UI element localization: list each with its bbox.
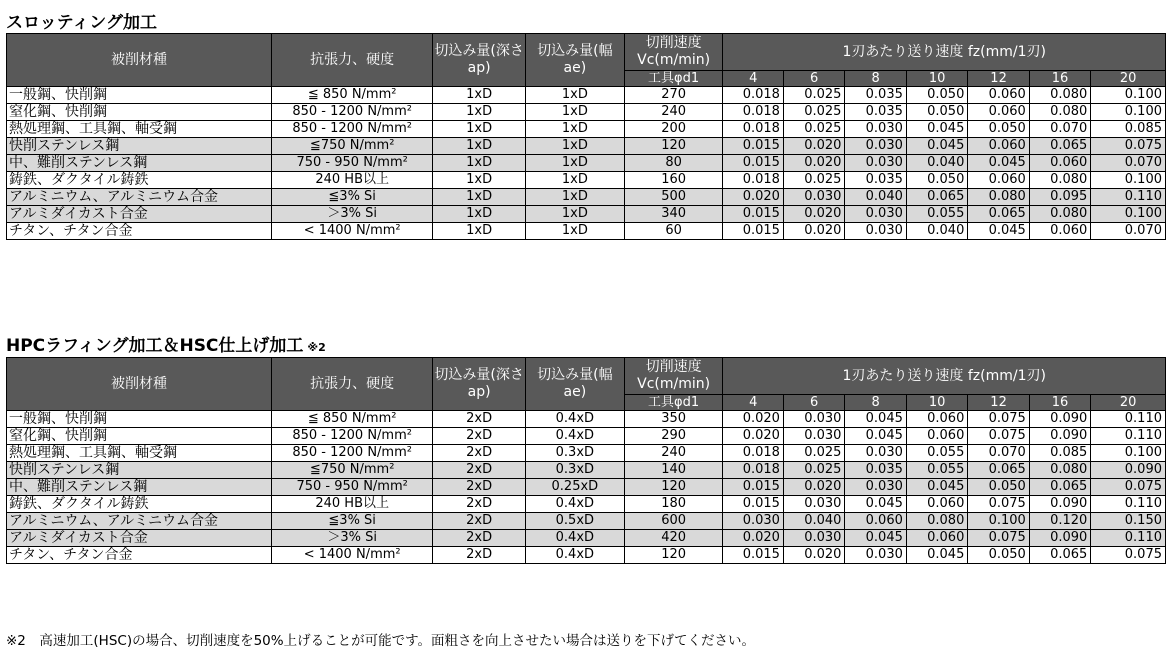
depth-cell: 1xD (433, 189, 526, 206)
feed-cell: 0.070 (968, 445, 1029, 462)
feed-cell: 0.090 (1029, 496, 1090, 513)
width-cell: 0.4xD (525, 411, 624, 428)
material-cell: 一般鋼、快削鋼 (7, 87, 272, 104)
speed-cell: 80 (624, 155, 723, 172)
width-cell: 1xD (525, 87, 624, 104)
feed-cell: 0.015 (723, 496, 783, 513)
feed-cell: 0.075 (968, 496, 1029, 513)
tensile-cell: ≦3% Si (272, 513, 433, 530)
feed-cell: 0.075 (968, 530, 1029, 547)
tensile-cell: ≦ 850 N/mm² (272, 411, 433, 428)
header-diameter-6: 6 (783, 71, 844, 87)
feed-cell: 0.040 (783, 513, 844, 530)
depth-cell: 1xD (433, 172, 526, 189)
tensile-cell: ＞3% Si (272, 206, 433, 223)
feed-cell: 0.045 (906, 547, 967, 564)
table-row (7, 445, 1166, 462)
feed-cell: 0.030 (845, 121, 906, 138)
feed-cell: 0.015 (723, 138, 783, 155)
feed-cell: 0.065 (1029, 138, 1090, 155)
feed-cell: 0.060 (906, 411, 967, 428)
feed-cell: 0.050 (906, 172, 967, 189)
width-cell: 0.3xD (525, 462, 624, 479)
tensile-cell: < 1400 N/mm² (272, 223, 433, 240)
depth-cell: 1xD (433, 87, 526, 104)
feed-cell: 0.095 (1029, 189, 1090, 206)
material-cell: チタン、チタン合金 (7, 223, 272, 240)
feed-cell: 0.075 (1091, 479, 1166, 496)
material-cell: 鋳鉄、ダクタイル鋳鉄 (7, 496, 272, 513)
feed-cell: 0.018 (723, 172, 783, 189)
feed-cell: 0.045 (845, 496, 906, 513)
header-material: 被削材種 (7, 358, 272, 411)
feed-cell: 0.045 (845, 428, 906, 445)
feed-cell: 0.075 (968, 428, 1029, 445)
speed-cell: 140 (624, 462, 723, 479)
feed-cell: 0.030 (783, 411, 844, 428)
table-row (7, 428, 1166, 445)
feed-cell: 0.018 (723, 104, 783, 121)
table-row (7, 513, 1166, 530)
feed-cell: 0.065 (968, 462, 1029, 479)
feed-cell: 0.025 (783, 87, 844, 104)
depth-cell: 1xD (433, 138, 526, 155)
material-cell: アルミニウム、アルミニウム合金 (7, 189, 272, 206)
feed-cell: 0.025 (783, 172, 844, 189)
feed-cell: 0.085 (1029, 445, 1090, 462)
depth-cell: 1xD (433, 155, 526, 172)
feed-cell: 0.020 (783, 223, 844, 240)
table-row (7, 155, 1166, 172)
speed-cell: 120 (624, 479, 723, 496)
material-cell: チタン、チタン合金 (7, 547, 272, 564)
feed-cell: 0.055 (906, 462, 967, 479)
feed-cell: 0.080 (968, 189, 1029, 206)
feed-cell: 0.030 (783, 530, 844, 547)
header-diameter-20: 20 (1091, 71, 1166, 87)
feed-cell: 0.045 (845, 411, 906, 428)
header-diameter-8: 8 (845, 71, 906, 87)
material-cell: 窒化鋼、快削鋼 (7, 104, 272, 121)
cutting-conditions-table (6, 357, 1166, 564)
tensile-cell: 850 - 1200 N/mm² (272, 445, 433, 462)
feed-cell: 0.090 (1029, 428, 1090, 445)
depth-cell: 2xD (433, 530, 526, 547)
feed-cell: 0.065 (968, 206, 1029, 223)
table-row (7, 547, 1166, 564)
width-cell: 0.4xD (525, 428, 624, 445)
feed-cell: 0.035 (845, 462, 906, 479)
table-row (7, 206, 1166, 223)
depth-cell: 2xD (433, 462, 526, 479)
feed-cell: 0.050 (968, 547, 1029, 564)
feed-cell: 0.060 (968, 172, 1029, 189)
feed-cell: 0.040 (906, 155, 967, 172)
feed-cell: 0.030 (723, 513, 783, 530)
depth-cell: 1xD (433, 223, 526, 240)
speed-cell: 600 (624, 513, 723, 530)
speed-cell: 120 (624, 547, 723, 564)
feed-cell: 0.060 (906, 530, 967, 547)
feed-cell: 0.045 (906, 121, 967, 138)
feed-cell: 0.025 (783, 104, 844, 121)
speed-cell: 240 (624, 445, 723, 462)
width-cell: 0.4xD (525, 530, 624, 547)
feed-cell: 0.120 (1029, 513, 1090, 530)
feed-cell: 0.020 (783, 206, 844, 223)
feed-cell: 0.070 (1091, 223, 1166, 240)
width-cell: 1xD (525, 206, 624, 223)
speed-cell: 180 (624, 496, 723, 513)
feed-cell: 0.110 (1091, 411, 1166, 428)
feed-cell: 0.055 (906, 445, 967, 462)
speed-cell: 270 (624, 87, 723, 104)
feed-cell: 0.035 (845, 104, 906, 121)
header-speed: 切削速度Vc(m/min) (624, 358, 723, 395)
table-row (7, 189, 1166, 206)
feed-cell: 0.100 (1091, 445, 1166, 462)
table-row (7, 104, 1166, 121)
feed-cell: 0.070 (1091, 155, 1166, 172)
feed-cell: 0.030 (845, 223, 906, 240)
feed-cell: 0.100 (1091, 172, 1166, 189)
material-cell: 快削ステンレス鋼 (7, 462, 272, 479)
feed-cell: 0.050 (968, 479, 1029, 496)
speed-cell: 290 (624, 428, 723, 445)
material-cell: 熱処理鋼、工具鋼、軸受鋼 (7, 445, 272, 462)
tensile-cell: ≦3% Si (272, 189, 433, 206)
header-width: 切込み量(幅ae) (525, 34, 624, 87)
feed-cell: 0.045 (906, 479, 967, 496)
feed-cell: 0.035 (845, 87, 906, 104)
feed-cell: 0.030 (845, 155, 906, 172)
feed-cell: 0.030 (845, 138, 906, 155)
feed-cell: 0.045 (968, 223, 1029, 240)
tensile-cell: ≦ 850 N/mm² (272, 87, 433, 104)
feed-cell: 0.110 (1091, 530, 1166, 547)
feed-cell: 0.030 (783, 428, 844, 445)
feed-cell: 0.025 (783, 121, 844, 138)
depth-cell: 2xD (433, 479, 526, 496)
feed-cell: 0.030 (845, 479, 906, 496)
feed-cell: 0.150 (1091, 513, 1166, 530)
material-cell: 窒化鋼、快削鋼 (7, 428, 272, 445)
feed-cell: 0.060 (1029, 223, 1090, 240)
tensile-cell: ＞3% Si (272, 530, 433, 547)
header-diameter-4: 4 (723, 71, 783, 87)
feed-cell: 0.090 (1029, 411, 1090, 428)
feed-cell: 0.040 (845, 189, 906, 206)
header-feed: 1刃あたり送り速度 fz(mm/1刃) (723, 358, 1166, 395)
feed-cell: 0.080 (1029, 172, 1090, 189)
feed-cell: 0.060 (968, 138, 1029, 155)
section-title (6, 331, 326, 356)
feed-cell: 0.030 (845, 445, 906, 462)
width-cell: 0.4xD (525, 496, 624, 513)
feed-cell: 0.030 (783, 189, 844, 206)
feed-cell: 0.070 (1029, 121, 1090, 138)
feed-cell: 0.065 (1029, 547, 1090, 564)
feed-cell: 0.050 (906, 104, 967, 121)
material-cell: アルミダイカスト合金 (7, 530, 272, 547)
header-diameter-8: 8 (845, 395, 906, 411)
table-row (7, 223, 1166, 240)
width-cell: 1xD (525, 189, 624, 206)
header-diameter-10: 10 (906, 395, 967, 411)
width-cell: 1xD (525, 104, 624, 121)
header-diameter-4: 4 (723, 395, 783, 411)
feed-cell: 0.060 (968, 87, 1029, 104)
feed-cell: 0.080 (1029, 462, 1090, 479)
feed-cell: 0.045 (968, 155, 1029, 172)
header-tool-diameter: 工具φd1 (624, 71, 723, 87)
depth-cell: 1xD (433, 121, 526, 138)
feed-cell: 0.050 (968, 121, 1029, 138)
material-cell: 鋳鉄、ダクタイル鋳鉄 (7, 172, 272, 189)
speed-cell: 500 (624, 189, 723, 206)
feed-cell: 0.020 (783, 155, 844, 172)
feed-cell: 0.030 (845, 547, 906, 564)
feed-cell: 0.100 (1091, 87, 1166, 104)
header-diameter-12: 12 (968, 395, 1029, 411)
speed-cell: 340 (624, 206, 723, 223)
speed-cell: 420 (624, 530, 723, 547)
tensile-cell: ≦750 N/mm² (272, 462, 433, 479)
tensile-cell: 750 - 950 N/mm² (272, 479, 433, 496)
header-width: 切込み量(幅ae) (525, 358, 624, 411)
tensile-cell: 240 HB以上 (272, 496, 433, 513)
feed-cell: 0.020 (723, 411, 783, 428)
material-cell: 快削ステンレス鋼 (7, 138, 272, 155)
header-tensile: 抗張力、硬度 (272, 358, 433, 411)
speed-cell: 200 (624, 121, 723, 138)
feed-cell: 0.015 (723, 223, 783, 240)
width-cell: 0.25xD (525, 479, 624, 496)
width-cell: 0.4xD (525, 547, 624, 564)
feed-cell: 0.020 (783, 138, 844, 155)
section-note: ※2 (307, 341, 326, 354)
table-row (7, 411, 1166, 428)
header-depth: 切込み量(深さ ap) (433, 34, 526, 87)
feed-cell: 0.045 (906, 138, 967, 155)
feed-cell: 0.020 (723, 428, 783, 445)
feed-cell: 0.018 (723, 87, 783, 104)
depth-cell: 1xD (433, 206, 526, 223)
feed-cell: 0.025 (783, 445, 844, 462)
footnote: ※2 高速加工(HSC)の場合、切削速度を50%上げることが可能です。面粗さを向上させたい場合は送りを下げてください。 (6, 633, 756, 649)
depth-cell: 1xD (433, 104, 526, 121)
feed-cell: 0.090 (1029, 530, 1090, 547)
header-tensile: 抗張力、硬度 (272, 34, 433, 87)
table-row (7, 479, 1166, 496)
feed-cell: 0.060 (906, 496, 967, 513)
tensile-cell: 850 - 1200 N/mm² (272, 121, 433, 138)
depth-cell: 2xD (433, 411, 526, 428)
material-cell: 一般鋼、快削鋼 (7, 411, 272, 428)
header-diameter-10: 10 (906, 71, 967, 87)
depth-cell: 2xD (433, 445, 526, 462)
width-cell: 1xD (525, 138, 624, 155)
width-cell: 1xD (525, 223, 624, 240)
speed-cell: 350 (624, 411, 723, 428)
feed-cell: 0.015 (723, 547, 783, 564)
tensile-cell: 850 - 1200 N/mm² (272, 428, 433, 445)
feed-cell: 0.100 (1091, 104, 1166, 121)
feed-cell: 0.035 (845, 172, 906, 189)
speed-cell: 160 (624, 172, 723, 189)
header-diameter-12: 12 (968, 71, 1029, 87)
feed-cell: 0.020 (723, 530, 783, 547)
table-row (7, 530, 1166, 547)
feed-cell: 0.015 (723, 155, 783, 172)
feed-cell: 0.110 (1091, 496, 1166, 513)
feed-cell: 0.060 (968, 104, 1029, 121)
header-diameter-20: 20 (1091, 395, 1166, 411)
feed-cell: 0.110 (1091, 189, 1166, 206)
feed-cell: 0.015 (723, 479, 783, 496)
feed-cell: 0.020 (783, 547, 844, 564)
feed-cell: 0.015 (723, 206, 783, 223)
feed-cell: 0.050 (906, 87, 967, 104)
material-cell: 熱処理鋼、工具鋼、軸受鋼 (7, 121, 272, 138)
feed-cell: 0.060 (1029, 155, 1090, 172)
speed-cell: 120 (624, 138, 723, 155)
tensile-cell: 850 - 1200 N/mm² (272, 104, 433, 121)
material-cell: 中、難削ステンレス鋼 (7, 155, 272, 172)
feed-cell: 0.018 (723, 445, 783, 462)
feed-cell: 0.018 (723, 121, 783, 138)
header-speed: 切削速度Vc(m/min) (624, 34, 723, 71)
feed-cell: 0.090 (1091, 462, 1166, 479)
feed-cell: 0.060 (845, 513, 906, 530)
feed-cell: 0.065 (1029, 479, 1090, 496)
feed-cell: 0.110 (1091, 428, 1166, 445)
section-title-text: スロッティング加工 (6, 13, 157, 33)
feed-cell: 0.025 (783, 462, 844, 479)
feed-cell: 0.020 (783, 479, 844, 496)
table-row (7, 496, 1166, 513)
feed-cell: 0.018 (723, 462, 783, 479)
feed-cell: 0.100 (1091, 206, 1166, 223)
header-feed: 1刃あたり送り速度 fz(mm/1刃) (723, 34, 1166, 71)
feed-cell: 0.030 (783, 496, 844, 513)
feed-cell: 0.075 (968, 411, 1029, 428)
tensile-cell: 750 - 950 N/mm² (272, 155, 433, 172)
table-row (7, 87, 1166, 104)
feed-cell: 0.075 (1091, 547, 1166, 564)
feed-cell: 0.030 (845, 206, 906, 223)
table-row (7, 462, 1166, 479)
table-row (7, 138, 1166, 155)
feed-cell: 0.020 (723, 189, 783, 206)
depth-cell: 2xD (433, 496, 526, 513)
header-depth: 切込み量(深さ ap) (433, 358, 526, 411)
table-row (7, 121, 1166, 138)
header-diameter-16: 16 (1029, 395, 1090, 411)
feed-cell: 0.065 (906, 189, 967, 206)
speed-cell: 60 (624, 223, 723, 240)
cutting-conditions-table (6, 33, 1166, 240)
feed-cell: 0.055 (906, 206, 967, 223)
width-cell: 0.5xD (525, 513, 624, 530)
material-cell: 中、難削ステンレス鋼 (7, 479, 272, 496)
feed-cell: 0.075 (1091, 138, 1166, 155)
depth-cell: 2xD (433, 513, 526, 530)
feed-cell: 0.080 (906, 513, 967, 530)
section-title-text: HPCラフィング加工＆HSC仕上げ加工 (6, 336, 304, 356)
header-diameter-6: 6 (783, 395, 844, 411)
feed-cell: 0.045 (845, 530, 906, 547)
width-cell: 1xD (525, 172, 624, 189)
tensile-cell: ≦750 N/mm² (272, 138, 433, 155)
tensile-cell: 240 HB以上 (272, 172, 433, 189)
feed-cell: 0.080 (1029, 87, 1090, 104)
feed-cell: 0.060 (906, 428, 967, 445)
tensile-cell: < 1400 N/mm² (272, 547, 433, 564)
header-tool-diameter: 工具φd1 (624, 395, 723, 411)
speed-cell: 240 (624, 104, 723, 121)
feed-cell: 0.080 (1029, 206, 1090, 223)
feed-cell: 0.080 (1029, 104, 1090, 121)
width-cell: 1xD (525, 155, 624, 172)
depth-cell: 2xD (433, 547, 526, 564)
width-cell: 1xD (525, 121, 624, 138)
table-row (7, 172, 1166, 189)
header-diameter-16: 16 (1029, 71, 1090, 87)
material-cell: アルミニウム、アルミニウム合金 (7, 513, 272, 530)
width-cell: 0.3xD (525, 445, 624, 462)
depth-cell: 2xD (433, 428, 526, 445)
feed-cell: 0.100 (968, 513, 1029, 530)
feed-cell: 0.040 (906, 223, 967, 240)
header-material: 被削材種 (7, 34, 272, 87)
feed-cell: 0.085 (1091, 121, 1166, 138)
section-title (6, 8, 157, 33)
material-cell: アルミダイカスト合金 (7, 206, 272, 223)
